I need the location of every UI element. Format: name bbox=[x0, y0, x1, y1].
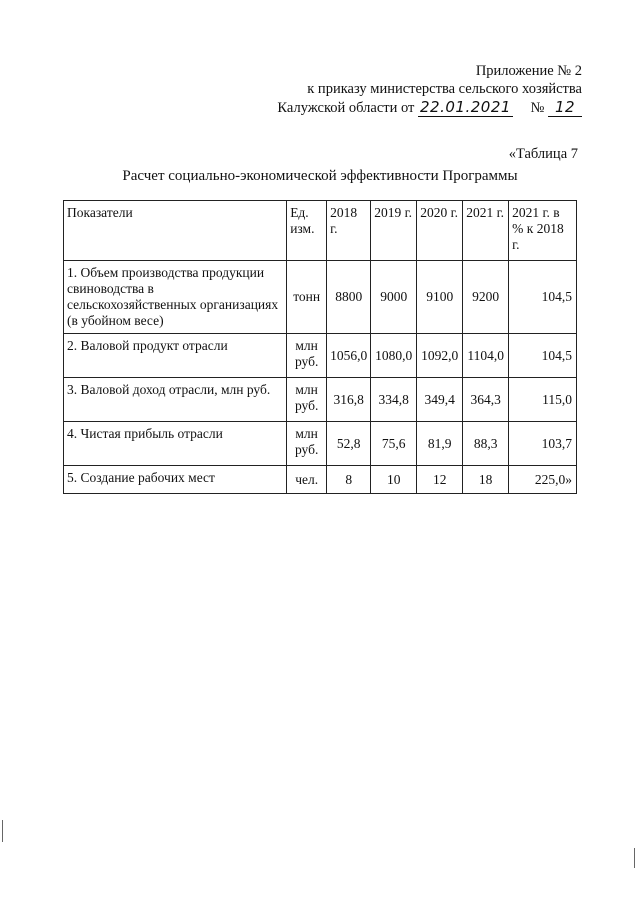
value-2021: 9200 bbox=[463, 261, 509, 334]
header-percent: 2021 г. в % к 2018 г. bbox=[509, 201, 577, 261]
header-2018: 2018 г. bbox=[327, 201, 371, 261]
value-2018: 1056,0 bbox=[327, 334, 371, 378]
indicator-cell: 1. Объем производства продукции свиноводства в сельскохозяйственных организациях (в убойном весе) bbox=[64, 261, 287, 334]
document-header bbox=[277, 62, 582, 117]
table-row bbox=[64, 378, 577, 422]
value-2020: 9100 bbox=[417, 261, 463, 334]
header-unit: Ед. изм. bbox=[287, 201, 327, 261]
indicator-cell: 3. Валовой доход отрасли, млн руб. bbox=[64, 378, 287, 422]
value-percent: 115,0 bbox=[509, 378, 577, 422]
value-2020: 349,4 bbox=[417, 378, 463, 422]
value-percent: 103,7 bbox=[509, 422, 577, 466]
value-2021: 1104,0 bbox=[463, 334, 509, 378]
unit-cell: млн руб. bbox=[287, 378, 327, 422]
handwritten-number: 12 bbox=[548, 98, 582, 117]
value-2020: 1092,0 bbox=[417, 334, 463, 378]
value-2020: 81,9 bbox=[417, 422, 463, 466]
efficiency-table bbox=[63, 200, 577, 494]
table-row bbox=[64, 422, 577, 466]
value-percent: 104,5 bbox=[509, 334, 577, 378]
unit-cell: чел. bbox=[287, 466, 327, 494]
header-2021: 2021 г. bbox=[463, 201, 509, 261]
handwritten-date: 22.01.2021 bbox=[420, 98, 511, 116]
scan-margin-mark bbox=[2, 820, 3, 842]
order-reference: к приказу министерства сельского хозяйства bbox=[307, 81, 582, 97]
value-2019: 10 bbox=[371, 466, 417, 494]
value-2020: 12 bbox=[417, 466, 463, 494]
indicator-cell: 2. Валовой продукт отрасли bbox=[64, 334, 287, 378]
value-2018: 52,8 bbox=[327, 422, 371, 466]
scan-margin-mark bbox=[634, 848, 635, 868]
value-2019: 75,6 bbox=[371, 422, 417, 466]
value-2019: 1080,0 bbox=[371, 334, 417, 378]
table-row bbox=[64, 261, 577, 334]
value-2018: 316,8 bbox=[327, 378, 371, 422]
table-row bbox=[64, 466, 577, 494]
unit-cell: тонн bbox=[287, 261, 327, 334]
unit-cell: млн руб. bbox=[287, 422, 327, 466]
value-2021: 364,3 bbox=[463, 378, 509, 422]
region-prefix: Калужской области от bbox=[277, 100, 415, 116]
appendix-label: Приложение № 2 bbox=[475, 63, 582, 79]
header-indicator: Показатели bbox=[64, 201, 287, 261]
indicator-cell: 5. Создание рабочих мест bbox=[64, 466, 287, 494]
table-header-row bbox=[64, 201, 577, 261]
header-2020: 2020 г. bbox=[417, 201, 463, 261]
value-2019: 9000 bbox=[371, 261, 417, 334]
value-2019: 334,8 bbox=[371, 378, 417, 422]
value-2021: 18 bbox=[463, 466, 509, 494]
value-2018: 8 bbox=[327, 466, 371, 494]
value-2021: 88,3 bbox=[463, 422, 509, 466]
number-label: № bbox=[530, 100, 545, 116]
value-percent: 225,0» bbox=[509, 466, 577, 494]
header-2019: 2019 г. bbox=[371, 201, 417, 261]
order-date-line bbox=[277, 98, 582, 117]
table-row bbox=[64, 334, 577, 378]
unit-cell: млн руб. bbox=[287, 334, 327, 378]
value-percent: 104,5 bbox=[509, 261, 577, 334]
value-2018: 8800 bbox=[327, 261, 371, 334]
table-reference: «Таблица 7 bbox=[508, 146, 578, 162]
document-title: Расчет социально-экономической эффективности Программы bbox=[122, 168, 518, 184]
indicator-cell: 4. Чистая прибыль отрасли bbox=[64, 422, 287, 466]
